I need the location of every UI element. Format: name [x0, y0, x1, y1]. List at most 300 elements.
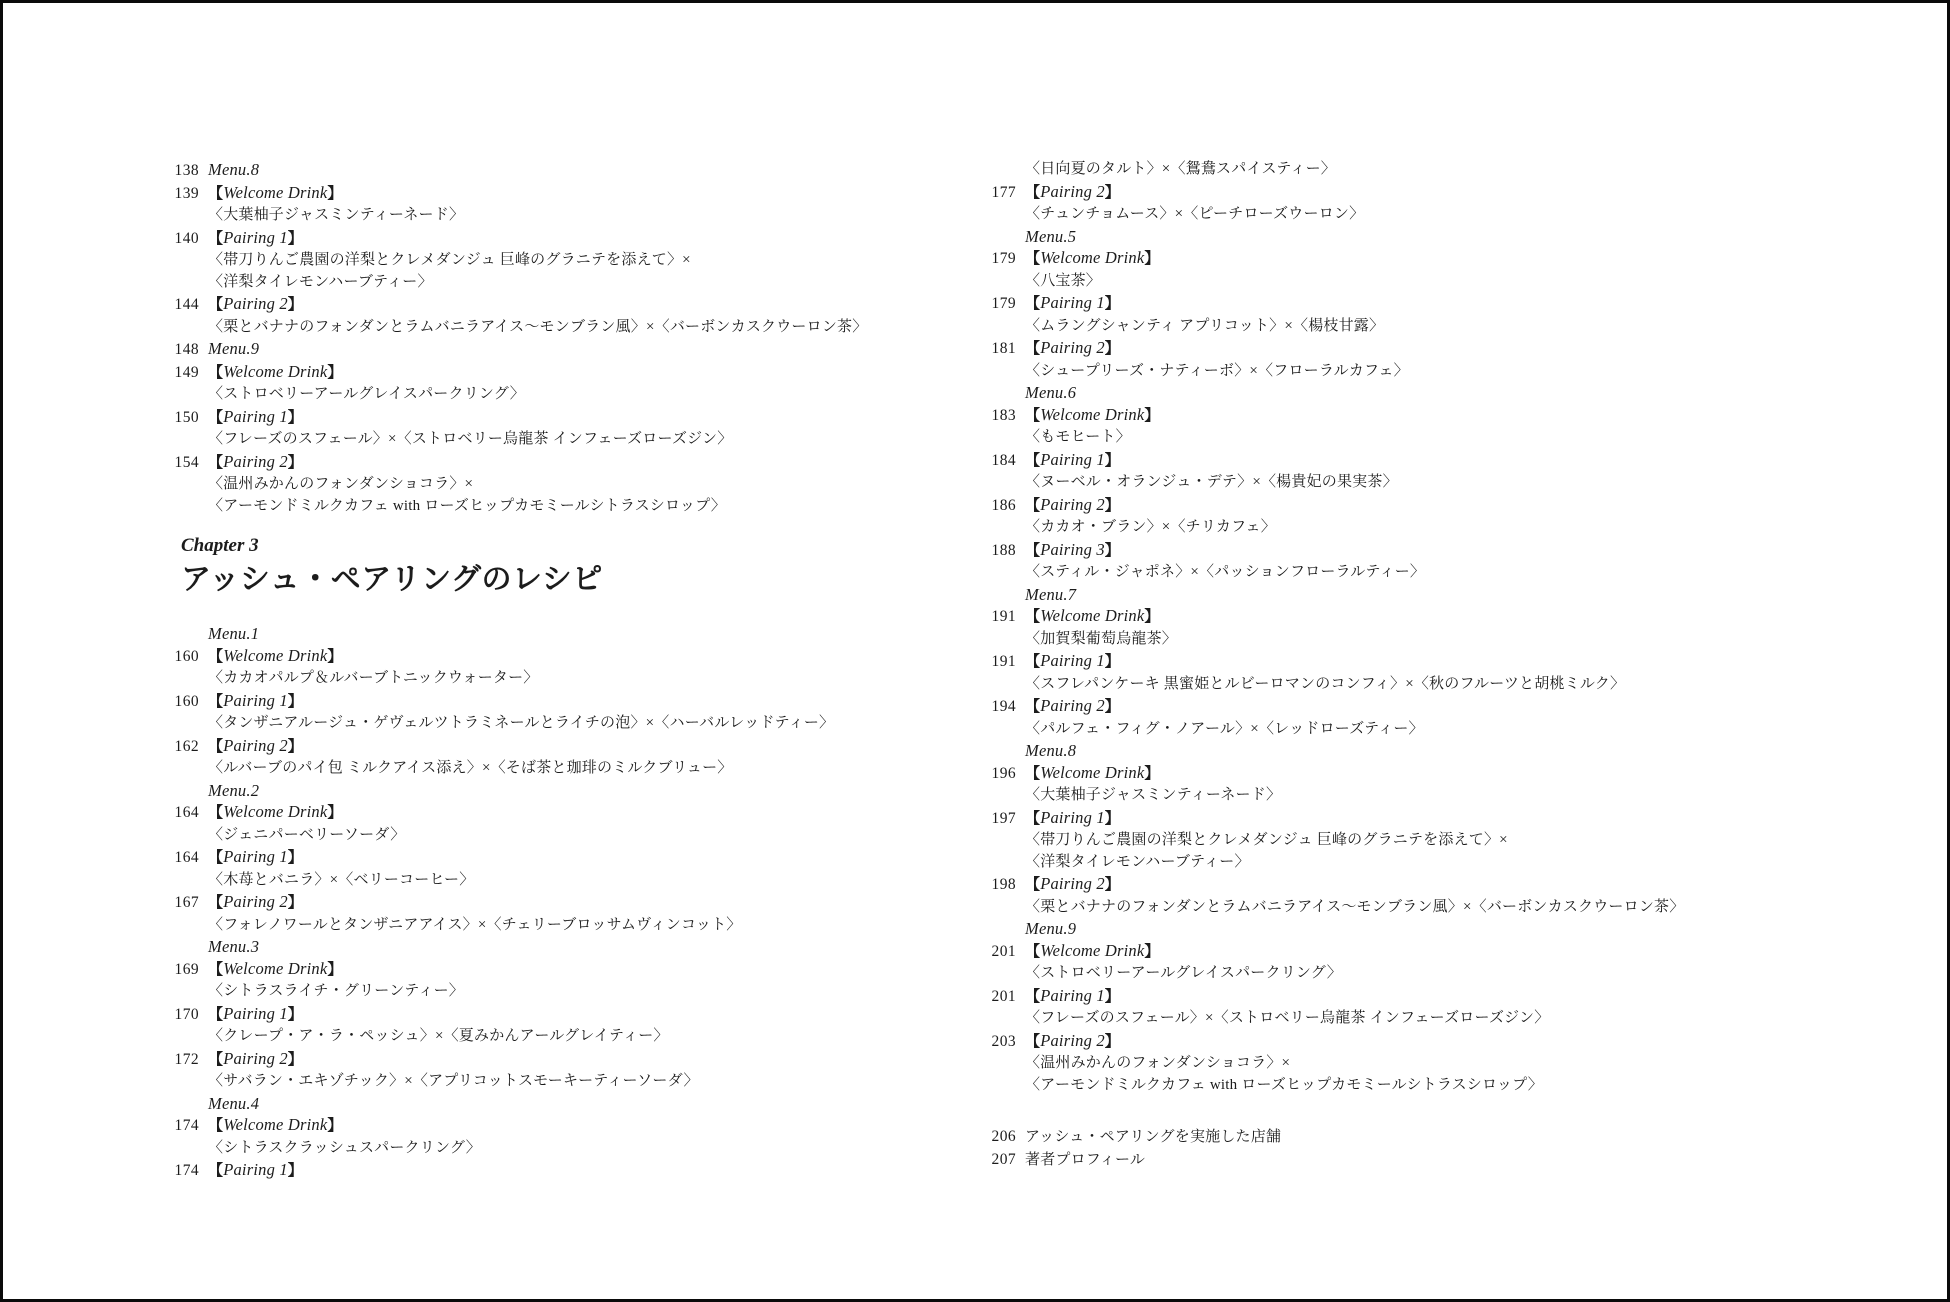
label-text: Pairing 1: [1040, 807, 1105, 827]
lenticular-bracket-close: 】: [1104, 341, 1120, 357]
toc-text-line: [169, 384, 959, 406]
page-number: 138: [174, 162, 199, 179]
label-text: Welcome Drink: [223, 361, 328, 381]
entry-text: 〈八宝茶〉: [1025, 272, 1102, 289]
page-number: 179: [991, 295, 1016, 312]
toc-text-line: [169, 758, 959, 780]
lenticular-bracket-close: 】: [287, 1006, 303, 1023]
toc-menu-entry: [169, 780, 959, 802]
lenticular-bracket-open: 【: [208, 297, 224, 313]
entry-text: 〈サバラン・エキゾチック〉×〈アプリコットスモーキーティーソーダ〉: [208, 1073, 699, 1089]
toc-label-entry: [986, 181, 1916, 205]
toc-text-line: [986, 472, 1916, 494]
label-text: Welcome Drink: [1040, 940, 1145, 960]
toc-label-entry: [169, 958, 959, 982]
lenticular-bracket-close: 】: [1104, 542, 1120, 559]
entry-text: 〈日向夏のタルト〉×〈鴛鴦スパイスティー〉: [1025, 161, 1337, 177]
page-number: 184: [991, 451, 1016, 469]
entry-text: 〈栗とバナナのフォンダンとラムバニラアイス〜モンブラン風〉×〈バーボンカスクウーロン茶〉: [208, 318, 868, 335]
toc-section-chapter3: [169, 623, 959, 1183]
toc-text-line: [986, 159, 1916, 181]
page-number: 183: [991, 406, 1016, 424]
entry-text: 〈温州みかんのフォンダンショコラ〉×: [1025, 1055, 1291, 1071]
toc-text-line: [986, 1149, 1916, 1172]
entry-text: 〈スティル・ジャポネ〉×〈パッションフローラルティー〉: [1025, 564, 1426, 580]
lenticular-bracket-close: 】: [1104, 452, 1120, 469]
page-number: 181: [991, 340, 1016, 357]
lenticular-bracket-open: 【: [1025, 810, 1041, 827]
toc-label-entry: [986, 695, 1916, 719]
lenticular-bracket-close: 】: [287, 230, 303, 247]
toc-menu-entry: [169, 338, 959, 361]
label-text: Welcome Drink: [223, 1115, 328, 1134]
label-text: Welcome Drink: [1040, 606, 1145, 625]
back-matter: [986, 1126, 1916, 1171]
toc-text-line: [986, 830, 1916, 852]
toc-text-line: [169, 272, 959, 294]
toc-text-line: [169, 825, 959, 847]
lenticular-bracket-close: 】: [287, 409, 303, 426]
lenticular-bracket-open: 【: [208, 1006, 224, 1023]
entry-text: Menu.9: [1025, 919, 1077, 938]
toc-text-line: [986, 719, 1916, 741]
lenticular-bracket-close: 】: [1104, 184, 1120, 201]
toc-menu-entry: [986, 382, 1916, 404]
entry-text: [1025, 539, 1120, 563]
lenticular-bracket-open: 【: [1025, 699, 1041, 715]
toc-text-line: [169, 870, 959, 892]
lenticular-bracket-open: 【: [208, 805, 224, 821]
lenticular-bracket-open: 【: [1025, 407, 1041, 424]
page-number: 188: [991, 541, 1016, 559]
label-text: Pairing 2: [1040, 696, 1105, 715]
toc-label-entry: [169, 1159, 959, 1183]
page-number: 149: [174, 363, 199, 381]
toc-text-line: [169, 915, 959, 937]
entry-text: [208, 958, 343, 982]
toc-label-entry: [169, 227, 959, 251]
label-text: Pairing 2: [223, 451, 288, 471]
chapter-title: アッシュ・ペアリングのレシピ: [181, 563, 603, 596]
lenticular-bracket-close: 】: [1104, 988, 1120, 1005]
lenticular-bracket-open: 【: [208, 454, 224, 471]
toc-text-line: [986, 1126, 1916, 1149]
lenticular-bracket-close: 】: [1144, 407, 1160, 424]
toc-text-line: [169, 1071, 959, 1093]
toc-text-line: [169, 1138, 959, 1160]
lenticular-bracket-open: 【: [208, 850, 224, 866]
entry-text: 〈温州みかんのフォンダンショコラ〉×: [208, 476, 474, 492]
page-number: 160: [174, 647, 199, 665]
entry-text: 〈シュープリーズ・ナティーボ〉×〈フローラルカフェ〉: [1025, 362, 1409, 379]
page-number: 170: [174, 1005, 199, 1023]
entry-text: [1025, 247, 1160, 271]
lenticular-bracket-open: 【: [1025, 1033, 1041, 1050]
page-number: 179: [991, 250, 1016, 267]
entry-text: 〈洋梨タイレモンハーブティー〉: [1025, 853, 1250, 870]
lenticular-bracket-open: 【: [1025, 877, 1041, 893]
entry-text: 〈もモヒート〉: [1025, 429, 1131, 445]
entry-text: 〈ルバーブのパイ包 ミルクアイス添え〉×〈そば茶と珈琲のミルクブリュー〉: [208, 760, 733, 776]
entry-text: 〈ストロベリーアールグレイスパークリング〉: [1025, 965, 1342, 981]
toc-label-entry: [169, 1048, 959, 1072]
label-text: Welcome Drink: [223, 802, 328, 821]
toc-text-line: [986, 562, 1916, 584]
toc-label-entry: [986, 873, 1916, 897]
label-text: Welcome Drink: [223, 645, 328, 665]
toc-text-line: [986, 517, 1916, 539]
toc-label-entry: [986, 985, 1916, 1009]
lenticular-bracket-open: 【: [208, 230, 224, 247]
toc-section-chapter3-continued: [986, 159, 1916, 1096]
toc-text-line: [986, 963, 1916, 985]
lenticular-bracket-close: 】: [287, 895, 303, 911]
page-number: 174: [174, 1162, 199, 1179]
label-text: Pairing 1: [223, 690, 288, 710]
toc-label-entry: [986, 292, 1916, 316]
label-text: Pairing 1: [1040, 651, 1105, 670]
entry-text: [1025, 1030, 1120, 1054]
entry-text: Menu.8: [208, 160, 260, 179]
label-text: Pairing 2: [1040, 874, 1105, 893]
toc-label-entry: [169, 1003, 959, 1027]
page-number: 144: [174, 296, 199, 313]
entry-text: [208, 1048, 303, 1072]
lenticular-bracket-close: 】: [1144, 765, 1160, 782]
label-text: Pairing 2: [1040, 494, 1105, 514]
page-number: 167: [174, 894, 199, 911]
lenticular-bracket-close: 】: [327, 805, 343, 821]
entry-text: Menu.2: [208, 780, 260, 800]
entry-text: [208, 645, 343, 669]
toc-menu-entry: [986, 226, 1916, 248]
entry-text: Menu.9: [208, 339, 260, 358]
toc-label-entry: [986, 449, 1916, 473]
lenticular-bracket-close: 】: [287, 1051, 303, 1068]
page-number: 174: [174, 1117, 199, 1134]
entry-text: [1025, 873, 1120, 897]
label-text: Pairing 1: [1040, 449, 1105, 469]
lenticular-bracket-close: 】: [287, 693, 303, 710]
toc-label-entry: [169, 361, 959, 385]
page-number: 186: [991, 496, 1016, 514]
lenticular-bracket-open: 【: [1025, 497, 1041, 514]
lenticular-bracket-close: 】: [1104, 296, 1120, 312]
label-text: Pairing 1: [223, 847, 288, 866]
entry-text: [208, 846, 303, 870]
lenticular-bracket-open: 【: [208, 1163, 224, 1179]
toc-label-entry: [986, 940, 1916, 964]
label-text: Welcome Drink: [1040, 404, 1145, 424]
toc-label-entry: [986, 605, 1916, 629]
label-text: Pairing 2: [223, 892, 288, 911]
entry-text: [208, 690, 303, 714]
toc-text-line: [169, 668, 959, 690]
label-text: Welcome Drink: [223, 958, 328, 978]
lenticular-bracket-close: 】: [287, 1163, 303, 1179]
toc-column-left: [169, 159, 959, 1183]
lenticular-bracket-open: 【: [1025, 542, 1041, 559]
page-number: 207: [991, 1150, 1016, 1168]
entry-text: 〈木苺とバニラ〉×〈ベリーコーヒー〉: [208, 871, 475, 888]
toc-label-entry: [986, 494, 1916, 518]
entry-text: 〈チュンチョムース〉×〈ピーチローズウーロン〉: [1025, 206, 1365, 222]
entry-text: Menu.6: [1025, 383, 1077, 402]
toc-label-entry: [986, 247, 1916, 271]
entry-text: 〈ムラングシャンティ アプリコット〉×〈楊枝甘露〉: [1025, 317, 1385, 334]
toc-label-entry: [986, 404, 1916, 428]
entry-text: 〈アーモンドミルクカフェ with ローズヒップカモミールシトラスシロップ〉: [1025, 1076, 1543, 1093]
lenticular-bracket-open: 【: [208, 364, 224, 381]
toc-text-line: [986, 271, 1916, 293]
entry-text: [1025, 985, 1120, 1009]
page-number: 150: [174, 408, 199, 426]
lenticular-bracket-close: 】: [287, 738, 303, 755]
lenticular-bracket-close: 】: [287, 850, 303, 866]
entry-text: 〈ストロベリーアールグレイスパークリング〉: [208, 386, 525, 402]
label-text: Pairing 3: [1040, 539, 1105, 559]
label-text: Pairing 2: [1040, 1030, 1105, 1050]
toc-text-line: [986, 204, 1916, 226]
lenticular-bracket-close: 】: [327, 1118, 343, 1134]
toc-text-line: [169, 981, 959, 1003]
entry-text: Menu.3: [208, 937, 260, 956]
label-text: Welcome Drink: [223, 182, 328, 202]
lenticular-bracket-open: 【: [208, 1051, 224, 1068]
toc-menu-entry: [986, 918, 1916, 940]
lenticular-bracket-open: 【: [1025, 184, 1041, 201]
toc-label-entry: [986, 762, 1916, 786]
toc-text-line: [986, 1053, 1916, 1075]
toc-menu-entry: [169, 159, 959, 182]
lenticular-bracket-close: 】: [287, 297, 303, 313]
label-text: Pairing 1: [223, 406, 288, 426]
page-number: 191: [991, 608, 1016, 625]
lenticular-bracket-close: 】: [1104, 1033, 1120, 1050]
label-text: Welcome Drink: [1040, 248, 1145, 267]
label-text: Pairing 2: [1040, 181, 1105, 201]
toc-text-line: [169, 250, 959, 272]
page-number: 206: [991, 1128, 1016, 1145]
label-text: Pairing 1: [223, 1003, 288, 1023]
page-number: 198: [991, 876, 1016, 893]
entry-text: 〈栗とバナナのフォンダンとラムバニラアイス〜モンブラン風〉×〈バーボンカスクウーロン茶〉: [1025, 898, 1685, 915]
entry-text: 〈フレーズのスフェール〉×〈ストロベリー烏龍茶 インフェーズローズジン〉: [208, 431, 733, 447]
lenticular-bracket-open: 【: [1025, 251, 1041, 267]
entry-text: 〈大葉柚子ジャスミンティーネード〉: [208, 207, 465, 223]
lenticular-bracket-close: 】: [1104, 810, 1120, 827]
toc-text-line: [986, 316, 1916, 338]
entry-text: [1025, 695, 1120, 719]
toc-text-line: [169, 713, 959, 735]
label-text: Pairing 2: [223, 294, 288, 313]
toc-label-entry: [169, 690, 959, 714]
page-number: 148: [174, 341, 199, 358]
page-number: 201: [991, 987, 1016, 1005]
toc-column-right: [986, 159, 1916, 1171]
lenticular-bracket-open: 【: [208, 961, 224, 978]
toc-text-line: [986, 629, 1916, 651]
label-text: Pairing 2: [223, 735, 288, 755]
entry-text: [208, 1159, 303, 1183]
entry-text: [208, 293, 303, 317]
lenticular-bracket-open: 【: [208, 648, 224, 665]
toc-label-entry: [169, 182, 959, 206]
chapter-block: [181, 533, 959, 601]
entry-text: 〈洋梨タイレモンハーブティー〉: [208, 273, 433, 290]
page-number: 140: [174, 229, 199, 247]
entry-text: [1025, 404, 1160, 428]
toc-menu-entry: [169, 936, 959, 958]
page-number: 197: [991, 809, 1016, 827]
toc-text-line: [986, 427, 1916, 449]
toc-menu-entry: [986, 740, 1916, 762]
entry-text: Menu.4: [208, 1093, 260, 1113]
entry-text: 〈カカオ・ブラン〉×〈チリカフェ〉: [1025, 519, 1276, 535]
toc-text-line: [986, 785, 1916, 807]
entry-text: [208, 361, 343, 385]
toc-label-entry: [169, 451, 959, 475]
entry-text: 〈帯刀りんご農園の洋梨とクレメダンジュ 巨峰のグラニテを添えて〉×: [1025, 832, 1508, 848]
lenticular-bracket-open: 【: [1025, 341, 1041, 357]
page-number: 196: [991, 764, 1016, 782]
page-number: 160: [174, 692, 199, 710]
toc-text-line: [986, 897, 1916, 919]
entry-text: 〈アーモンドミルクカフェ with ローズヒップカモミールシトラスシロップ〉: [208, 497, 726, 514]
entry-text: 〈ヌーベル・オランジュ・デテ〉×〈楊貴妃の果実茶〉: [1025, 474, 1398, 490]
toc-label-entry: [986, 337, 1916, 361]
lenticular-bracket-close: 】: [1144, 609, 1160, 625]
toc-label-entry: [986, 539, 1916, 563]
lenticular-bracket-open: 【: [1025, 452, 1041, 469]
entry-text: [1025, 494, 1120, 518]
lenticular-bracket-close: 】: [327, 364, 343, 381]
entry-text: 〈パルフェ・フィグ・ノアール〉×〈レッドローズティー〉: [1025, 720, 1424, 737]
toc-menu-entry: [169, 1093, 959, 1115]
toc-text-line: [986, 1008, 1916, 1030]
page-number: 139: [174, 184, 199, 202]
lenticular-bracket-open: 【: [1025, 765, 1041, 782]
toc-menu-entry: [169, 623, 959, 645]
entry-text: 〈フレーズのスフェール〉×〈ストロベリー烏龍茶 インフェーズローズジン〉: [1025, 1010, 1550, 1026]
toc-text-line: [169, 496, 959, 518]
page-number: 201: [991, 942, 1016, 960]
page-number: 203: [991, 1032, 1016, 1050]
entry-text: 〈シトラスライチ・グリーンティー〉: [208, 983, 465, 999]
lenticular-bracket-close: 】: [1104, 654, 1120, 670]
entry-text: Menu.7: [1025, 584, 1077, 604]
page-number: 162: [174, 737, 199, 755]
entry-text: [208, 1003, 303, 1027]
label-text: Welcome Drink: [1040, 762, 1145, 782]
lenticular-bracket-open: 【: [208, 1118, 224, 1134]
toc-label-entry: [169, 1114, 959, 1138]
label-text: Pairing 2: [1040, 338, 1105, 357]
entry-text: [1025, 940, 1160, 964]
entry-text: 〈タンザニアルージュ・ゲヴェルツトラミネールとライチの泡〉×〈ハーバルレッドティー〉: [208, 715, 835, 731]
page-number: 172: [174, 1050, 199, 1068]
label-text: Pairing 2: [223, 1048, 288, 1068]
page-number: 177: [991, 183, 1016, 201]
entry-text: [1025, 762, 1160, 786]
toc-menu-entry: [986, 584, 1916, 606]
toc-label-entry: [986, 650, 1916, 674]
entry-text: Menu.5: [1025, 226, 1077, 246]
toc-label-entry: [169, 801, 959, 825]
label-text: Pairing 1: [223, 227, 288, 247]
lenticular-bracket-close: 】: [327, 185, 343, 202]
lenticular-bracket-open: 【: [208, 409, 224, 426]
toc-label-entry: [986, 807, 1916, 831]
toc-label-entry: [169, 293, 959, 317]
chapter-heading: Chapter 3: [181, 535, 259, 556]
label-text: Pairing 1: [223, 1160, 288, 1179]
entry-text: [208, 227, 303, 251]
lenticular-bracket-close: 】: [1104, 877, 1120, 893]
toc-label-entry: [986, 1030, 1916, 1054]
toc-label-entry: [169, 735, 959, 759]
toc-text-line: [169, 1026, 959, 1048]
toc-label-entry: [169, 406, 959, 430]
lenticular-bracket-open: 【: [1025, 988, 1041, 1005]
entry-text: [1025, 292, 1120, 316]
lenticular-bracket-open: 【: [1025, 296, 1041, 312]
page-number: 154: [174, 453, 199, 471]
page-number: 164: [174, 804, 199, 821]
lenticular-bracket-open: 【: [1025, 943, 1041, 960]
label-text: Pairing 1: [1040, 985, 1105, 1005]
toc-text-line: [169, 205, 959, 227]
entry-text: [1025, 337, 1120, 361]
toc-section-chapter2-end: [169, 159, 959, 517]
lenticular-bracket-open: 【: [1025, 609, 1041, 625]
lenticular-bracket-close: 】: [1104, 699, 1120, 715]
entry-text: 〈スフレパンケーキ 黒蜜姫とルビーロマンのコンフィ〉×〈秋のフルーツと胡桃ミルク〉: [1025, 675, 1626, 692]
lenticular-bracket-close: 】: [1144, 251, 1160, 267]
lenticular-bracket-open: 【: [208, 185, 224, 202]
toc-text-line: [986, 1075, 1916, 1097]
page-number: 194: [991, 698, 1016, 715]
toc-label-entry: [169, 846, 959, 870]
toc-text-line: [986, 852, 1916, 874]
entry-text: [208, 801, 343, 825]
entry-text: [1025, 650, 1120, 674]
entry-text: [208, 406, 303, 430]
lenticular-bracket-close: 】: [1104, 497, 1120, 514]
lenticular-bracket-close: 】: [1144, 943, 1160, 960]
toc-label-entry: [169, 891, 959, 915]
page-number: 191: [991, 653, 1016, 670]
toc-text-line: [986, 674, 1916, 696]
page-number: 169: [174, 960, 199, 978]
lenticular-bracket-open: 【: [208, 895, 224, 911]
entry-text: Menu.8: [1025, 741, 1077, 760]
entry-text: 〈帯刀りんご農園の洋梨とクレメダンジュ 巨峰のグラニテを添えて〉×: [208, 252, 691, 268]
entry-text: 〈大葉柚子ジャスミンティーネード〉: [1025, 787, 1282, 803]
entry-text: 〈フォレノワールとタンザニアアイス〉×〈チェリーブロッサムヴィンコット〉: [208, 916, 742, 933]
toc-text-line: [986, 361, 1916, 383]
entry-text: 〈カカオパルプ＆ルバーブトニックウォーター〉: [208, 670, 539, 686]
entry-text: [208, 891, 303, 915]
entry-text: [1025, 807, 1120, 831]
entry-text: 〈加賀梨葡萄烏龍茶〉: [1025, 630, 1178, 647]
toc-text-line: [169, 429, 959, 451]
entry-text: [1025, 181, 1120, 205]
toc-text-line: [169, 317, 959, 339]
lenticular-bracket-open: 【: [1025, 654, 1041, 670]
entry-text: [208, 182, 343, 206]
entry-text: [208, 451, 303, 475]
